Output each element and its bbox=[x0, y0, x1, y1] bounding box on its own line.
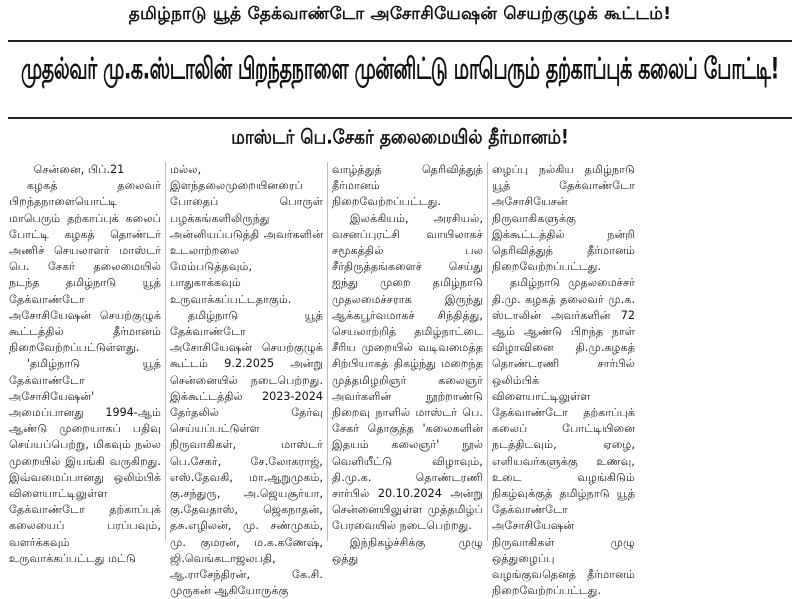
headline-rule-bottom bbox=[8, 117, 792, 119]
article-paragraph: இலக்கியம், அரசியல், வசனப்புரட்சி வாயிலாகச் சமூகத்தில் பல சீர்திருத்தங்களைச் செய்து ஐந்து முறை தமிழ்நாடு முதலமைச்சராக இருந்து ஆக்கபூர்வமாகச் சிந்தித்து, செயலாற்றித் தமிழ்நாட்டை சீரிய முறையில் வடிவமைத்த சிற்பியாகத் திகழ்ந்து மறைந்த முத்தமிழறிஞர் கலைஞர் அவர்களின் நூற்றாண்டு நிறைவு நாளில் மாஸ்டர் பெ. சேகர் தொகுத்த 'கலைகளின் இதயம் கலைஞர்' நூல் வெளியீட்டு விழாவும், தி.மு.க. தொண்டரணி சார்பில் 20.10.2024 அன்று சென்னையிலுள்ள முத்தமிழ்ப் பேரவையில் நடைபெற்றது. bbox=[332, 211, 483, 533]
article-paragraph: மல்ல, இளந்தலைமுறையினரைப் போதைப் பொருள் பழக்கங்களிலிருந்து அன்னியப்படுத்தி அவர்களின் உடலாற்றலை மேம்படுத்தவும், பாதுகாக்கவும் உருவாக்கப்பட்டதாகும். bbox=[170, 163, 323, 306]
sub-headline: மாஸ்டர் பெ.சேகர் தலைமையில் தீர்மானம்! bbox=[231, 126, 569, 149]
article-paragraph: 'தமிழ்நாடு யூத் தேக்வாண்டோ அசோசியேஷன்' அமைப்பானது 1994-ஆம் ஆண்டு முறையாகப் பதிவு செய்யப்பெற்று, மிகவும் நல்ல முறையில் இயங்கி வருகிறது. இவ்வமைப்பானது ஒலிம்பிக் விளையாட்டிலுள்ள தேக்வாண்டோ தற்காப்புக் கலையைப் பரப்பவும், வளர்க்கவும் உருவாக்கப்பட்டது மட்டு bbox=[9, 357, 161, 565]
headline-rule-top bbox=[8, 40, 792, 42]
article-column-1 bbox=[6, 162, 164, 565]
column-divider bbox=[165, 162, 166, 541]
article-paragraph: ழைப்பு நல்கிய தமிழ்நாடு யூத் தேக்வாண்டோ அசோசியேசன் நிருவாகிகளுக்கு இக்கூட்டத்தில் நன்றி தெரிவித்துத் தீர்மானம் நிறைவேற்றப்பட்டது. bbox=[492, 163, 635, 274]
article-paragraph: தமிழ்நாடு முதலமைச்சர் தி.மு. கழகத் தலைவர் மு.க. ஸ்டாலின் அவர்களின் 72 ஆம் ஆண்டு பிறந்த நாள் விழாவினை தி.மு.கழகத் தொண்டரணி சார்பில் ஒலிம்பிக் விளையாட்டிலுள்ள தேக்வாண்டோ தற்காப்புக் கலைப் போட்டியினை நடத்திடவும், ஏழை, எளியவர்களுக்கு உணவு, உடை வழங்கிடும் நிகழ்வுக்குத் தமிழ்நாடு யூத் தேக்வாண்டோ அசோசியேஷன் நிருவாகிகள் முழு ஒத்துழைப்பு வழங்குவதெனத் தீர்மானம் நிறைவேற்றப்பட்டது. bbox=[492, 276, 635, 598]
column-divider bbox=[327, 162, 328, 541]
article-column-3 bbox=[329, 162, 486, 565]
article-paragraph: கழகத் தலைவர் பிறந்தநாளையொட்டி மாபெரும் தற்காப்புக் கலைப் போட்டி கழகத் தொண்டர் அணிச் செயலாளர் மாஸ்டர் பெ. சேகர் தலைமையில் நடந்த தமிழ்நாடு யூத் தேக்வாண்டோ அசோசியேஷன் செயற்குழுக் கூட்டத்தில் தீர்மானம் நிறைவேற்றப்பட்டுள்ளது. bbox=[9, 179, 161, 355]
main-headline: முதல்வர் மு.க.ஸ்டாலின் பிறந்தநாளை முன்னிட்டு மாபெரும் தற்காப்புக் கலைப் போட்டி! bbox=[21, 52, 779, 87]
kicker-headline: தமிழ்நாடு யூத் தேக்வாண்டோ அசோசியேஷன் செயற்குழுக் கூட்டம்! bbox=[128, 4, 672, 24]
column-divider bbox=[487, 162, 488, 541]
article-paragraph: இந்நிகழ்ச்சிக்கு முழு ஒத்து bbox=[332, 535, 483, 565]
article-body bbox=[6, 162, 796, 598]
article-paragraph: தமிழ்நாடு யூத் தேக்வாண்டோ அசோசியேஷன் செயற்குழுக் கூட்டம் 9.2.2025 அன்று சென்னையில் நடைபெற்றது. இக்கூட்டத்தில் 2023-2024 தேர்தலில் தேர்வு செய்யப்பட்டுள்ள நிருவாகிகள், மாஸ்டர் பெ.சேகர், சே.லோகராஜ், எஸ்.தேவகி, மா.ஆறுமுகம், கு.சந்துரு, அ.ஜெயசூர்யா, கு.தேவதாஸ், ஜெகநாதன், தசு.எழிலன், மு. சண்முகம், மு. குமரன், ம.க.கணேஷ், ஜி.வெங்கடாஜலபதி, ஆ.ராசேந்திரன், கே.சி. முருகன் ஆகியோருக்கு bbox=[170, 308, 323, 598]
dateline: சென்னை, பிப்.21 bbox=[33, 163, 125, 176]
article-column-4 bbox=[489, 162, 638, 598]
article-paragraph: வாழ்த்துத் தெரிவித்துத் தீர்மானம் நிறைவேற்றப்பட்டது. bbox=[332, 163, 483, 209]
article-column-2 bbox=[167, 162, 326, 598]
